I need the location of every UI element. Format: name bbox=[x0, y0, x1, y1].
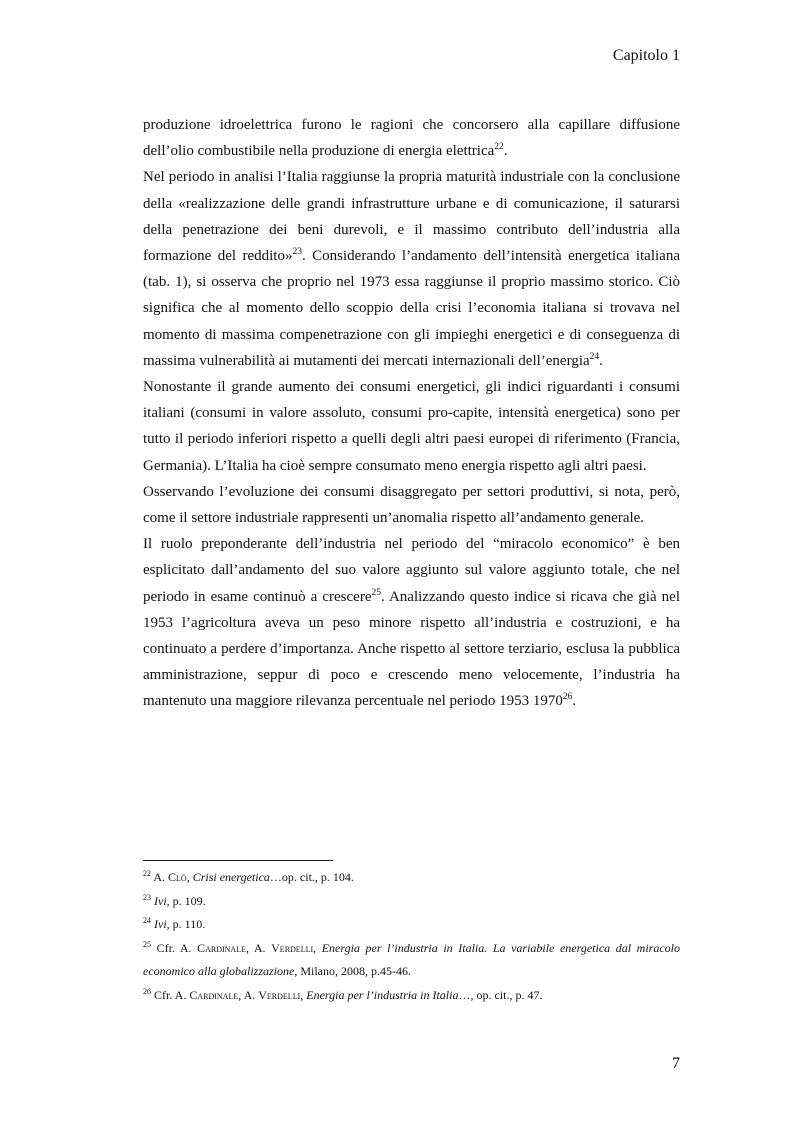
paragraph-5 bbox=[143, 531, 680, 714]
footnote-ref-22: 22 bbox=[494, 142, 504, 153]
author-name: Cardinale bbox=[189, 987, 239, 1002]
footnote-separator bbox=[143, 860, 333, 861]
work-title: Crisi energetica bbox=[192, 870, 270, 884]
citation-detail: …op. cit., p. 104. bbox=[269, 870, 354, 884]
footnote-22 bbox=[143, 866, 680, 890]
author-initial: A. bbox=[153, 870, 169, 884]
citation-detail: , p. 109. bbox=[166, 893, 206, 908]
separator: , bbox=[186, 870, 193, 884]
work-title: Energia per l’industria in Italia bbox=[306, 987, 459, 1002]
footnote-number: 26 bbox=[143, 986, 151, 996]
paragraph-3: Nonostante il grande aumento dei consumi energetici, gli indici riguardanti i consumi italiani (consumi in valore assoluto, consumi pro-capite, intensità energetica) sono per tutto il periodo inferiori rispetto a quelli degli altri paesi europei di riferimento (Francia, Germania). L’Italia ha cioè sempre consumato meno energia rispetto agli altri paesi. bbox=[143, 379, 680, 474]
footnote-ref-26: 26 bbox=[562, 692, 573, 703]
separator: , bbox=[313, 940, 322, 955]
punctuation: . bbox=[503, 143, 508, 160]
work-title: Energia per l’industria in Italia. La variabile energetica dal miracolo economico alla globalizzazione bbox=[143, 940, 680, 978]
footnote-ref-25: 25 bbox=[371, 587, 381, 598]
footnote-24 bbox=[143, 913, 680, 937]
separator: , bbox=[300, 987, 307, 1002]
citation-prefix: Cfr. A. bbox=[156, 940, 198, 955]
author-name: Clò bbox=[168, 870, 187, 884]
author-name: Verdelli bbox=[271, 940, 314, 955]
paragraph-text: Il ruolo preponderante dell’industria nel periodo del “miracolo economico” è ben esplicitato dall’andamento del suo valore aggiunto sul valore aggiunto totale, che nel periodo in esame continuò a crescere bbox=[143, 536, 680, 605]
running-header: Capitolo 1 bbox=[612, 47, 680, 64]
footnote-number: 24 bbox=[143, 916, 151, 925]
footnote-23 bbox=[143, 890, 680, 914]
paragraph-text: produzione idroelettrica furono le ragioni che concorsero alla capillare diffusione dell’olio combustibile nella produzione di energia elettrica bbox=[143, 117, 680, 160]
punctuation: . bbox=[599, 352, 603, 369]
page-number: 7 bbox=[672, 1055, 680, 1072]
footnote-number: 23 bbox=[143, 892, 151, 902]
author-name: Verdelli bbox=[258, 987, 301, 1002]
footnote-number: 22 bbox=[143, 869, 151, 878]
footnote-ref-23: 23 bbox=[292, 247, 302, 258]
citation-detail: , Milano, 2008, p.45-46. bbox=[294, 964, 411, 978]
paragraph-text: . Considerando l’andamento dell’intensità energetica italiana (tab. 1), si osserva che proprio nel 1973 essa raggiunse il proprio massimo storico. Ciò significa che al momento dello scoppio della crisi l’economia italiana si trovava nel momento di massima compenetrazione con gli impieghi energetici e di conseguenza di massima vulnerabilità ai mutamenti dei mercati internazionali dell’energia bbox=[143, 248, 680, 369]
citation-detail: , p. 110. bbox=[166, 917, 206, 931]
footnote-25 bbox=[143, 937, 680, 984]
footnotes bbox=[143, 866, 680, 1007]
author-name: Cardinale bbox=[197, 940, 246, 955]
paragraph-2 bbox=[143, 164, 680, 374]
paragraph-text: . Analizzando questo indice si ricava che già nel 1953 l’agricoltura aveva un peso minore rispetto all’industria e costruzioni, e ha continuato a perdere d’importanza. Anche rispetto al settore terziario, esclusa la pubblica amministrazione, seppur di poco e crescendo meno velocemente, l’industria ha mantenuto una maggiore rilevanza percentuale nel periodo 1953 1970 bbox=[143, 588, 681, 710]
paragraph-1 bbox=[143, 112, 680, 164]
paragraph-4: Osservando l’evoluzione dei consumi disaggregato per settori produttivi, si nota, però, come il settore industriale rappresenti un’anomalia rispetto all’andamento generale. bbox=[143, 483, 680, 527]
work-title: Ivi bbox=[154, 893, 167, 908]
separator: , A. bbox=[245, 940, 272, 955]
citation-prefix: Cfr. A. bbox=[154, 987, 190, 1002]
paragraph-text: Nel periodo in analisi l’Italia raggiunse la propria maturità industriale con la conclusione della «realizzazione delle grandi infrastrutture urbane e di comunicazione, il saturarsi della penetrazione dei beni durevoli, e il massimo contributo dell’industria alla formazione del reddito» bbox=[143, 169, 680, 265]
footnote-number: 25 bbox=[143, 939, 151, 949]
footnote-26 bbox=[143, 984, 680, 1008]
separator: , A. bbox=[238, 987, 259, 1002]
body-text bbox=[143, 112, 680, 715]
citation-detail: …, op. cit., p. 47. bbox=[458, 987, 543, 1002]
work-title: Ivi bbox=[154, 917, 167, 931]
punctuation: . bbox=[572, 693, 577, 710]
footnote-ref-24: 24 bbox=[589, 351, 600, 362]
